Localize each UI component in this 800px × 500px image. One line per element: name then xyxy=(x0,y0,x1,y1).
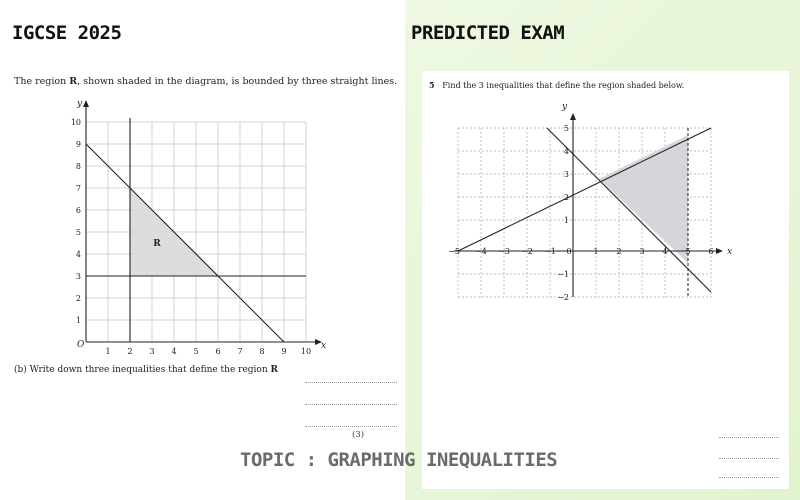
right-y-tick: 3 xyxy=(563,170,569,179)
left-y-arrow xyxy=(83,100,89,107)
left-origin: O xyxy=(77,340,85,350)
left-x-tick: 2 xyxy=(127,347,133,356)
right-answer-line[interactable] xyxy=(719,458,779,459)
left-x-tick: 3 xyxy=(149,347,155,356)
left-y-tick: 8 xyxy=(75,162,81,171)
right-y-label: y xyxy=(562,102,568,112)
right-x-label: x xyxy=(727,247,733,257)
left-y-tick: 6 xyxy=(75,206,81,215)
left-graph xyxy=(60,90,340,360)
right-y-tick: 5 xyxy=(563,124,569,133)
left-y-tick: 9 xyxy=(75,140,81,149)
left-y-tick: 1 xyxy=(75,316,81,325)
right-answer-line[interactable] xyxy=(719,437,779,438)
left-line-x-plus-y-9 xyxy=(86,144,284,342)
right-x-tick: −5 xyxy=(448,247,460,256)
right-y-tick: −2 xyxy=(557,293,569,302)
right-y-tick: 2 xyxy=(563,193,569,202)
left-region-label: R xyxy=(153,239,161,249)
left-x-tick: 10 xyxy=(300,347,312,356)
right-paper xyxy=(422,71,789,489)
right-x-tick: −3 xyxy=(498,247,510,256)
right-x-tick: 6 xyxy=(708,247,714,256)
right-x-tick: 5 xyxy=(685,247,691,256)
left-y-label: y xyxy=(77,99,83,109)
left-y-tick: 4 xyxy=(75,250,81,259)
right-graph xyxy=(448,97,770,302)
right-x-tick: −2 xyxy=(521,247,533,256)
right-y-tick: 4 xyxy=(563,147,569,156)
left-x-label: x xyxy=(321,341,327,351)
left-y-tick-labels xyxy=(71,118,81,325)
right-x-tick: 3 xyxy=(639,247,645,256)
right-question: 5 Find the 3 inequalities that define the region shaded below. xyxy=(429,80,685,90)
topic-caption: TOPIC : GRAPHING INEQUALITIES xyxy=(240,449,558,471)
left-answer-line[interactable] xyxy=(305,426,397,427)
left-y-tick: 2 xyxy=(75,294,81,303)
left-x-tick: 9 xyxy=(281,347,287,356)
left-answer-line[interactable] xyxy=(305,404,397,405)
left-x-tick: 6 xyxy=(215,347,221,356)
left-banner: IGCSE 2025 xyxy=(12,22,122,44)
left-x-tick: 1 xyxy=(105,347,111,356)
left-marks: (3) xyxy=(352,430,365,440)
right-shaded-region xyxy=(599,135,691,263)
left-grid xyxy=(86,122,306,342)
left-y-tick: 3 xyxy=(75,272,81,281)
right-banner: PREDICTED EXAM xyxy=(411,22,565,44)
right-x-tick: 4 xyxy=(662,247,668,256)
left-y-tick: 10 xyxy=(70,118,81,127)
right-x-arrow xyxy=(716,248,723,254)
right-x-tick: −4 xyxy=(475,247,487,256)
left-x-tick: 7 xyxy=(237,347,243,356)
left-question-b: (b) Write down three inequalities that define the region R xyxy=(14,365,278,375)
right-x-tick: 1 xyxy=(593,247,599,256)
right-y-arrow xyxy=(570,113,576,120)
left-x-tick: 5 xyxy=(193,347,199,356)
right-answer-line[interactable] xyxy=(719,477,779,478)
left-x-tick: 8 xyxy=(259,347,265,356)
right-y-tick: 1 xyxy=(563,216,569,225)
left-x-tick-labels xyxy=(105,347,311,356)
right-x-tick: −1 xyxy=(544,247,556,256)
left-answer-line[interactable] xyxy=(305,382,397,383)
left-y-tick: 7 xyxy=(75,184,81,193)
right-x-tick: 2 xyxy=(616,247,622,256)
right-x-tick: 0 xyxy=(566,247,572,256)
left-x-tick: 4 xyxy=(171,347,177,356)
right-y-tick: −1 xyxy=(557,270,569,279)
left-intro: The region R, shown shaded in the diagram, is bounded by three straight lines. xyxy=(14,76,398,87)
left-y-tick: 5 xyxy=(75,228,81,237)
